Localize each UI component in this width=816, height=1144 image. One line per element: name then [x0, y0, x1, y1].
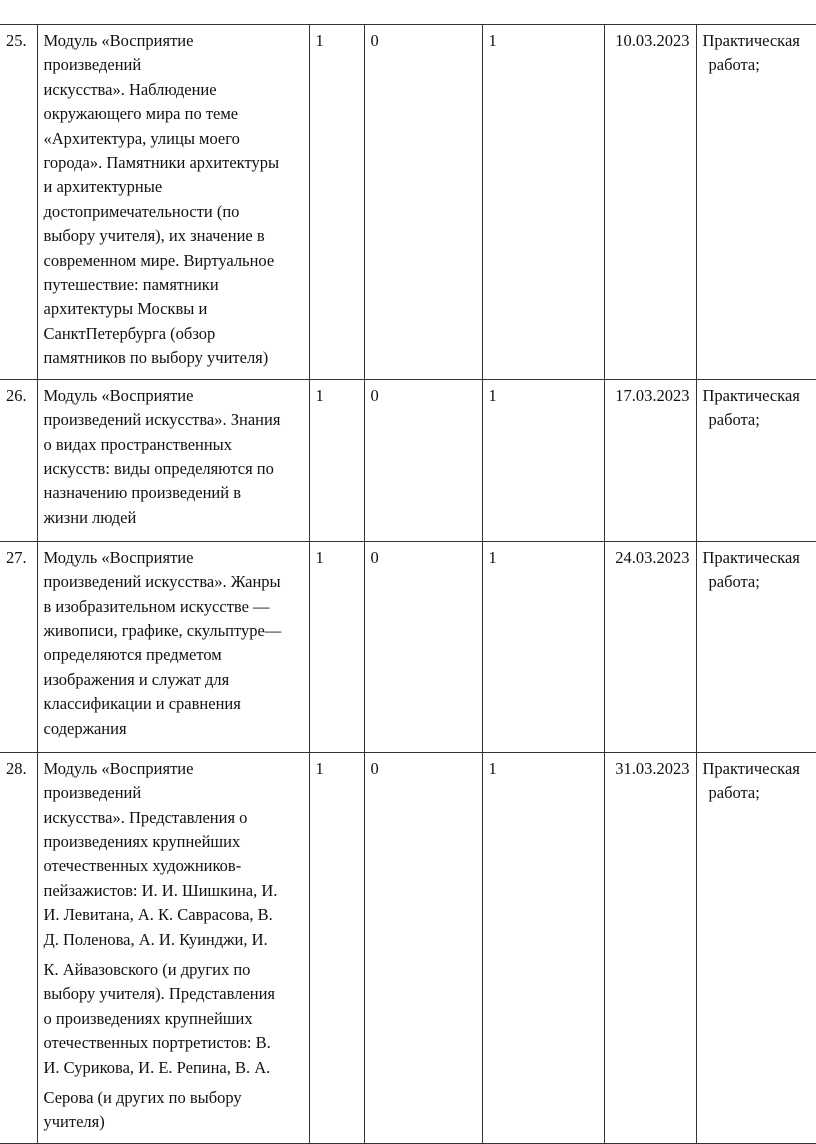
lesson-topic-line: о произведениях крупнейших [43, 1008, 253, 1028]
lesson-topic-line: отечественных портретистов: В. [43, 1033, 271, 1053]
hours-practical: 1 [482, 379, 604, 541]
lesson-topic-line: изображения и служат для [43, 669, 230, 689]
lesson-topic-line: Модуль «Восприятие [43, 758, 194, 778]
lesson-topic-line: произведений [43, 55, 142, 75]
hours-control: 0 [364, 379, 482, 541]
lesson-date: 17.03.2023 [604, 379, 696, 541]
lesson-topic-line: «Архитектура, улицы моего [43, 128, 240, 148]
lesson-topic-line: современном мире. Виртуальное [43, 250, 275, 270]
hours-practical: 1 [482, 541, 604, 752]
control-form-line1: Практическая [702, 758, 800, 778]
control-form-line2: работа; [708, 572, 760, 592]
control-form [696, 25, 816, 380]
lesson-topic-line: о видах пространственных [43, 434, 233, 454]
lesson-topic-line: И. Сурикова, И. Е. Репина, В. А. [43, 1057, 271, 1077]
lesson-topic-line: жизни людей [43, 507, 137, 527]
control-form-line2: работа; [708, 783, 760, 803]
control-form [696, 541, 816, 752]
lesson-plan-body [0, 25, 816, 1144]
hours-total: 1 [309, 379, 364, 541]
lesson-topic-line: пейзажистов: И. И. Шишкина, И. [43, 880, 278, 900]
lesson-date: 24.03.2023 [604, 541, 696, 752]
lesson-topic-line: произведениях крупнейших [43, 831, 241, 851]
hours-total: 1 [309, 752, 364, 1143]
control-form-line2: работа; [708, 55, 760, 75]
lesson-topic-line: Серова (и других по выбору [43, 1087, 242, 1107]
hours-total: 1 [309, 541, 364, 752]
lesson-topic-line: определяются предметом [43, 645, 222, 665]
hours-control: 0 [364, 25, 482, 380]
lesson-topic-line: Модуль «Восприятие [43, 385, 194, 405]
lesson-topic-line: города». Памятники архитектуры [43, 153, 280, 173]
hours-control: 0 [364, 752, 482, 1143]
lesson-topic [37, 752, 309, 1143]
lesson-topic-line: искусств: виды определяются по [43, 458, 274, 478]
hours-total: 1 [309, 25, 364, 380]
lesson-topic-line: произведений [43, 783, 142, 803]
lesson-topic-line: К. Айвазовского (и других по [43, 959, 251, 979]
lesson-topic-line: искусства». Представления о [43, 807, 248, 827]
lesson-topic-line: выбору учителя), их значение в [43, 226, 265, 246]
lesson-topic-line: путешествие: памятники [43, 275, 219, 295]
hours-practical: 1 [482, 25, 604, 380]
lesson-number: 26. [0, 379, 37, 541]
lesson-topic-line: в изобразительном искусстве — [43, 596, 270, 616]
lesson-topic-line: И. Левитана, А. К. Саврасова, В. [43, 905, 273, 925]
lesson-topic-line: содержания [43, 718, 127, 738]
lesson-topic-line: учителя) [43, 1112, 105, 1132]
lesson-topic-line: достопримечательности (по [43, 201, 240, 221]
lesson-number: 25. [0, 25, 37, 380]
hours-practical: 1 [482, 752, 604, 1143]
lesson-topic-line: выбору учителя). Представления [43, 984, 276, 1004]
lesson-number: 28. [0, 752, 37, 1143]
lesson-topic-line: произведений искусства». Жанры [43, 572, 281, 592]
lesson-topic-line: СанктПетербурга (обзор [43, 323, 216, 343]
control-form-line2: работа; [708, 410, 760, 430]
lesson-topic-line: классификации и сравнения [43, 694, 241, 714]
lesson-topic-line: искусства». Наблюдение [43, 79, 217, 99]
lesson-topic-line: Модуль «Восприятие [43, 31, 194, 50]
lesson-topic-line: назначению произведений в [43, 483, 242, 503]
lesson-topic-line: отечественных художников- [43, 856, 242, 876]
table-row [0, 25, 816, 380]
lesson-topic-line: и архитектурные [43, 177, 163, 197]
control-form [696, 379, 816, 541]
table-row [0, 541, 816, 752]
lesson-topic [37, 379, 309, 541]
lesson-date: 31.03.2023 [604, 752, 696, 1143]
control-form [696, 752, 816, 1143]
control-form-line1: Практическая [702, 385, 800, 405]
lesson-plan-table [0, 24, 816, 1144]
lesson-topic-line: памятников по выбору учителя) [43, 348, 269, 368]
lesson-topic-line: живописи, графике, скульптуре— [43, 620, 282, 640]
lesson-topic-line: Модуль «Восприятие [43, 547, 194, 567]
lesson-number: 27. [0, 541, 37, 752]
control-form-line1: Практическая [702, 31, 800, 50]
table-row [0, 379, 816, 541]
table-row [0, 752, 816, 1143]
lesson-topic-line: окружающего мира по теме [43, 104, 239, 124]
control-form-line1: Практическая [702, 547, 800, 567]
lesson-topic [37, 25, 309, 380]
lesson-date: 10.03.2023 [604, 25, 696, 380]
hours-control: 0 [364, 541, 482, 752]
lesson-topic-line: архитектуры Москвы и [43, 299, 208, 319]
lesson-topic [37, 541, 309, 752]
lesson-topic-line: Д. Поленова, А. И. Куинджи, И. [43, 929, 268, 949]
lesson-topic-line: произведений искусства». Знания [43, 410, 281, 430]
